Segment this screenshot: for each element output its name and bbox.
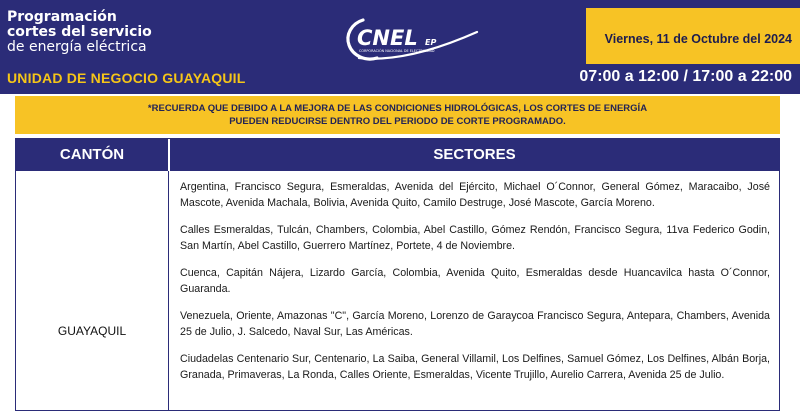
outage-table bbox=[15, 138, 780, 411]
logo-suffix: EP bbox=[425, 38, 437, 47]
notice-line-1: *RECUERDA QUE DEBIDO A LA MEJORA DE LAS CONDICIONES HIDROLÓGICAS, LOS CORTES DE ENERGÍA bbox=[147, 103, 648, 114]
notice-line-2: PUEDEN REDUCIRSE DENTRO DEL PERIODO DE CORTE PROGRAMADO. bbox=[229, 116, 566, 127]
header-banner bbox=[0, 0, 800, 94]
title-line-2: cortes del servicio bbox=[7, 24, 152, 40]
sector-item: Cuenca, Capitán Nájera, Lizardo García, Colombia, Avenida Quito, Esmeraldas desde Huancavilca hasta O´Connor, Guaranda. bbox=[180, 267, 770, 295]
sector-item: Calles Esmeraldas, Tulcán, Chambers, Colombia, Abel Castillo, Gómez Rendón, Francisco Segura, 11va Federico Godin, San Martín, Abel Castillo, Guerrero Martínez, Portete, 4 de Noviembre. bbox=[180, 224, 770, 252]
canton-cell: GUAYAQUIL bbox=[57, 324, 127, 338]
title-line-1: Programación bbox=[7, 9, 117, 25]
brand-title bbox=[7, 10, 152, 55]
logo-tagline: CORPORACIÓN NACIONAL DE ELECTRICIDAD bbox=[359, 49, 435, 53]
sectors-cell bbox=[180, 179, 770, 394]
cnel-logo bbox=[337, 14, 487, 64]
title-line-3: de energía eléctrica bbox=[7, 39, 147, 55]
schedule-date: Viernes, 11 de Octubre del 2024 bbox=[604, 32, 792, 46]
schedule-hours: 07:00 a 12:00 / 17:00 a 22:00 bbox=[579, 68, 792, 85]
business-unit-label: UNIDAD DE NEGOCIO GUAYAQUIL bbox=[7, 70, 246, 86]
sector-item: Ciudadelas Centenario Sur, Centenario, La Saiba, General Villamil, Los Delfines, Samuel Gómez, Los Delfines, Albán Borja, Granada, Primaveras, La Ronda, Calles Oriente, Esmeraldas, Vicente Trujillo, Aurelio Carrera, Avenida 25 de Julio. bbox=[180, 353, 770, 381]
column-header-canton: CANTÓN bbox=[16, 139, 168, 171]
notice-banner bbox=[15, 96, 780, 134]
column-divider bbox=[168, 171, 169, 411]
date-box bbox=[586, 8, 800, 64]
logo-wordmark: CNEL bbox=[357, 26, 418, 50]
sector-item: Argentina, Francisco Segura, Esmeraldas, Avenida del Ejército, Michael O´Connor, General Gómez, Maracaibo, José Mascote, Avenida Machala, Bolivia, Avenida Quito, Camilo Destruge, José Mascote, García Moreno. bbox=[180, 181, 770, 209]
column-header-sectores: SECTORES bbox=[170, 139, 779, 171]
sector-item: Venezuela, Oriente, Amazonas "C", García Moreno, Lorenzo de Garaycoa Francisco Segura, Antepara, Chambers, Avenida 25 de Julio, J. Salcedo, Naval Sur, Las Américas. bbox=[180, 310, 770, 338]
